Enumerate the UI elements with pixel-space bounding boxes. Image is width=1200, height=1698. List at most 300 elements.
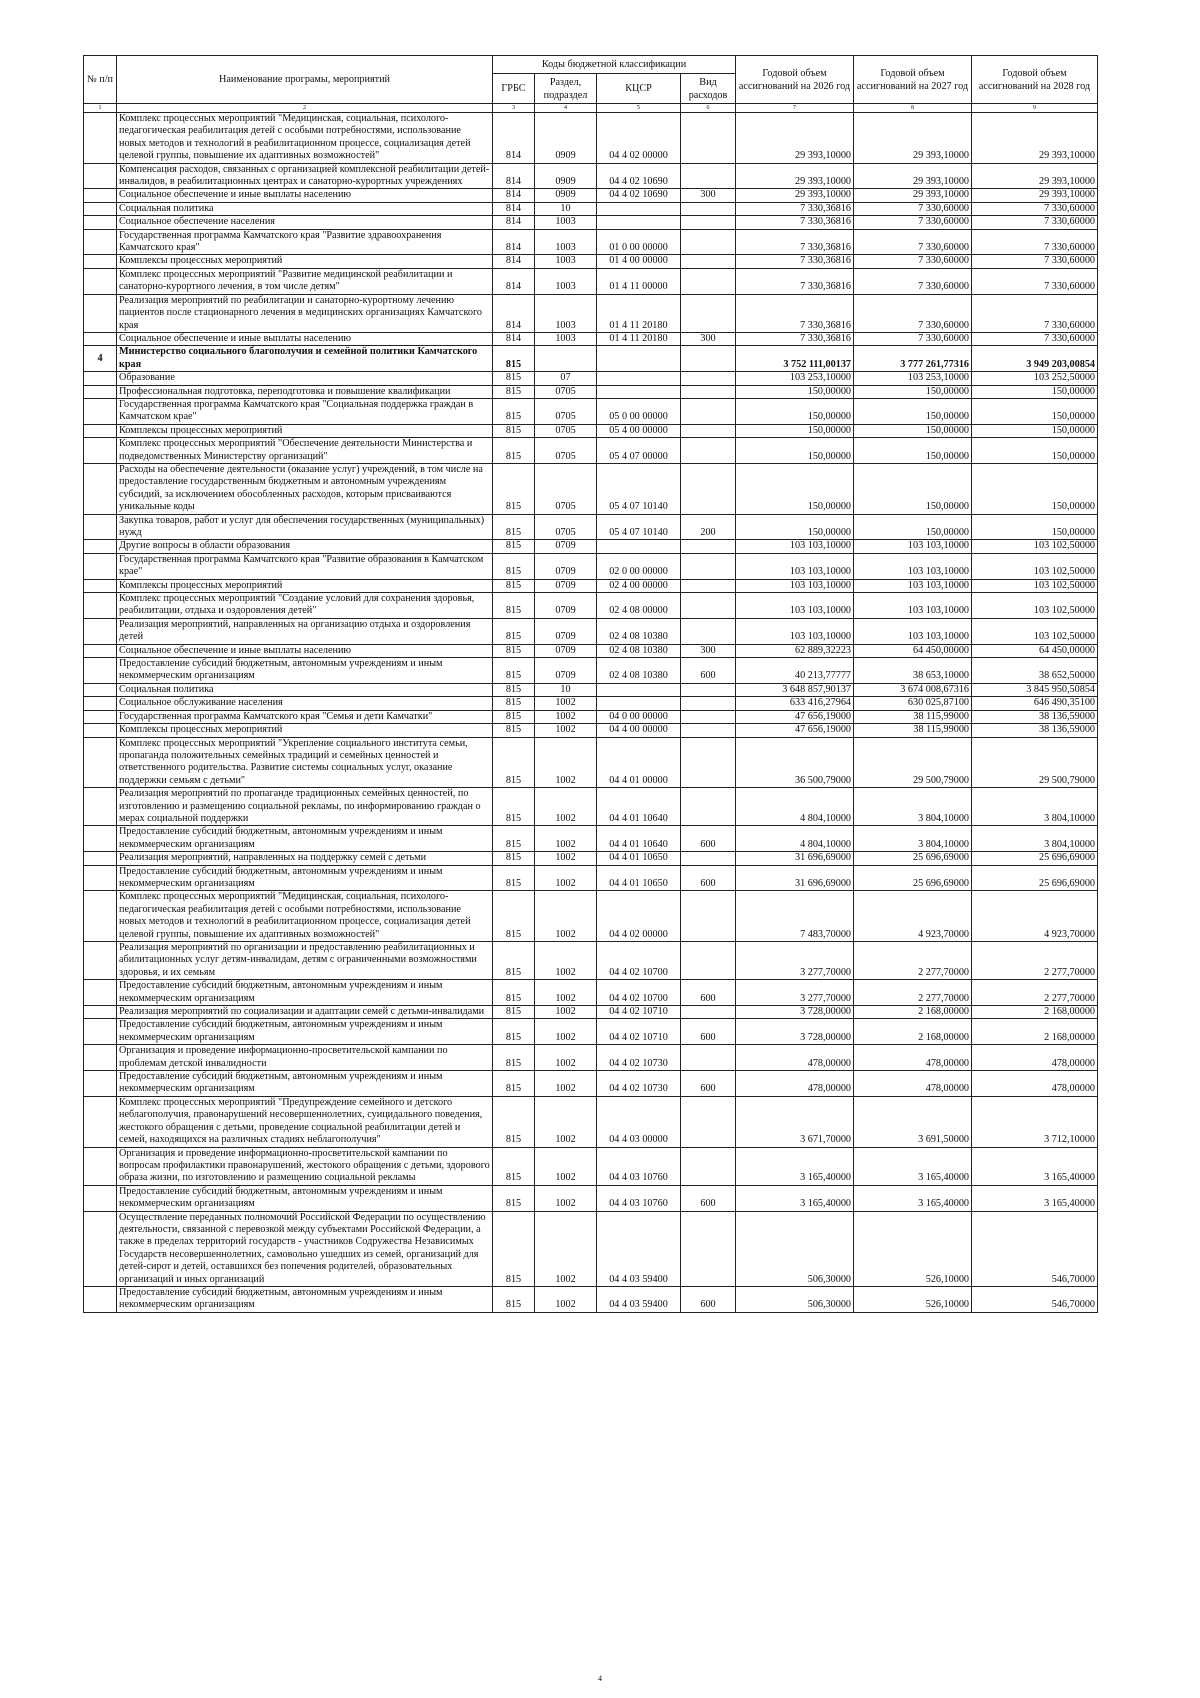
row-vid [681,697,736,710]
row-amount-2028: 3 165,40000 [972,1185,1098,1211]
row-amount-2026: 4 804,10000 [736,788,854,826]
row-amount-2027: 38 653,10000 [854,658,972,684]
row-grbs: 815 [493,1185,535,1211]
column-number-row [84,104,1098,113]
row-amount-2026: 150,00000 [736,463,854,514]
row-vid [681,553,736,579]
row-kcsr: 04 4 02 10700 [597,942,681,980]
row-amount-2026: 4 804,10000 [736,826,854,852]
table-row [84,942,1098,980]
row-amount-2028: 2 277,70000 [972,942,1098,980]
row-razdel: 1002 [535,1006,597,1019]
row-name: Комплекс процессных мероприятий "Развитие медицинской реабилитации и санаторно-курортного лечения, в том числе детям" [117,268,493,294]
row-amount-2028: 3 165,40000 [972,1147,1098,1185]
row-amount-2027: 103 103,10000 [854,540,972,553]
row-name: Комплексы процессных мероприятий [117,255,493,268]
row-razdel: 0709 [535,553,597,579]
row-vid [681,113,736,164]
row-name: Комплекс процессных мероприятий "Медицинская, социальная, психолого-педагогическая реабилитация детей с особыми потребностями, использование новых методов и технологий в реабилитационном процессе, социализация детей целевой группы, повышение их адаптивных возможностей" [117,891,493,942]
row-vid [681,891,736,942]
row-number [84,229,117,255]
row-vid [681,163,736,189]
row-number [84,710,117,723]
row-number [84,865,117,891]
row-grbs: 815 [493,1019,535,1045]
row-razdel: 1002 [535,710,597,723]
row-razdel: 1002 [535,1211,597,1286]
row-razdel: 1002 [535,1185,597,1211]
row-amount-2028: 546,70000 [972,1286,1098,1312]
row-name: Реализация мероприятий, направленных на поддержку семей с детьми [117,852,493,865]
row-amount-2027: 150,00000 [854,514,972,540]
row-amount-2028: 150,00000 [972,424,1098,437]
table-row [84,163,1098,189]
row-amount-2027: 7 330,60000 [854,268,972,294]
row-kcsr: 04 4 01 10650 [597,852,681,865]
row-vid [681,385,736,398]
row-amount-2027: 3 674 008,67316 [854,683,972,696]
table-row [84,553,1098,579]
row-amount-2026: 47 656,19000 [736,724,854,737]
row-amount-2026: 103 103,10000 [736,593,854,619]
row-grbs: 815 [493,942,535,980]
row-vid [681,255,736,268]
row-kcsr: 01 4 00 00000 [597,255,681,268]
column-number: 1 [84,104,117,113]
row-grbs: 815 [493,683,535,696]
row-amount-2028: 546,70000 [972,1211,1098,1286]
row-number [84,268,117,294]
row-amount-2026: 103 103,10000 [736,540,854,553]
row-number [84,593,117,619]
row-amount-2027: 3 165,40000 [854,1185,972,1211]
row-number [84,113,117,164]
row-razdel: 0705 [535,385,597,398]
table-row [84,229,1098,255]
table-row [84,618,1098,644]
table-row [84,255,1098,268]
row-kcsr: 02 4 08 10380 [597,618,681,644]
row-amount-2027: 7 330,60000 [854,202,972,215]
table-row [84,540,1098,553]
row-number [84,788,117,826]
row-kcsr: 04 4 02 10710 [597,1006,681,1019]
row-vid: 300 [681,189,736,202]
row-amount-2026: 7 330,36816 [736,216,854,229]
row-amount-2027: 150,00000 [854,424,972,437]
row-amount-2027: 29 500,79000 [854,737,972,788]
row-name: Реализация мероприятий по организации и предоставлению реабилитационных и абилитационных услуг детям-инвалидам, детям с ограниченными возможностями здоровья, и их семьям [117,942,493,980]
row-razdel: 1003 [535,332,597,345]
row-kcsr: 05 4 07 10140 [597,463,681,514]
table-row [84,891,1098,942]
row-amount-2027: 478,00000 [854,1045,972,1071]
row-grbs: 815 [493,463,535,514]
row-name: Закупка товаров, работ и услуг для обеспечения государственных (муниципальных) нужд [117,514,493,540]
row-kcsr: 02 4 08 10380 [597,644,681,657]
row-number [84,1096,117,1147]
row-kcsr: 04 4 02 10710 [597,1019,681,1045]
row-name: Государственная программа Камчатского края "Семья и дети Камчатки" [117,710,493,723]
row-grbs: 815 [493,724,535,737]
row-razdel: 1002 [535,865,597,891]
row-amount-2027: 103 103,10000 [854,579,972,592]
row-kcsr: 02 4 08 10380 [597,658,681,684]
row-kcsr: 04 4 01 00000 [597,737,681,788]
row-amount-2028: 478,00000 [972,1071,1098,1097]
row-name: Другие вопросы в области образования [117,540,493,553]
row-name: Социальная политика [117,202,493,215]
row-amount-2027: 7 330,60000 [854,216,972,229]
row-razdel: 0909 [535,113,597,164]
row-grbs: 815 [493,788,535,826]
table-row [84,980,1098,1006]
row-grbs: 815 [493,710,535,723]
row-grbs: 815 [493,891,535,942]
row-amount-2026: 7 330,36816 [736,229,854,255]
row-amount-2027: 150,00000 [854,398,972,424]
row-vid: 300 [681,332,736,345]
row-grbs: 814 [493,268,535,294]
row-name: Комплекс процессных мероприятий "Обеспечение деятельности Министерства и подведомственных Министерству организаций" [117,438,493,464]
table-row [84,1096,1098,1147]
column-number: 2 [117,104,493,113]
row-grbs: 814 [493,163,535,189]
row-kcsr: 04 4 03 10760 [597,1185,681,1211]
row-razdel: 0705 [535,424,597,437]
row-name: Компенсация расходов, связанных с организацией комплексной реабилитации детей-инвалидов, в реабилитационных центрах и санаторно-курортных учреждениях [117,163,493,189]
row-amount-2026: 3 165,40000 [736,1147,854,1185]
row-amount-2026: 3 277,70000 [736,980,854,1006]
row-razdel: 0709 [535,593,597,619]
header-razdel: Раздел, подраздел [535,74,597,104]
header-kcsr: КЦСР [597,74,681,104]
row-grbs: 815 [493,1071,535,1097]
row-amount-2028: 7 330,60000 [972,268,1098,294]
row-name: Расходы на обеспечение деятельности (оказание услуг) учреждений, в том числе на предоставление государственным бюджетным и автономным учреждениям субсидий, за исключением обособленных расходов, которым присваиваются уникальные коды [117,463,493,514]
budget-table [83,55,1098,1313]
row-razdel: 1002 [535,980,597,1006]
row-amount-2028: 38 652,50000 [972,658,1098,684]
table-row [84,268,1098,294]
row-razdel: 0709 [535,540,597,553]
row-number [84,644,117,657]
row-vid: 600 [681,658,736,684]
row-kcsr [597,540,681,553]
row-kcsr: 01 4 11 00000 [597,268,681,294]
row-razdel: 1002 [535,1019,597,1045]
row-amount-2027: 2 168,00000 [854,1019,972,1045]
row-amount-2027: 25 696,69000 [854,852,972,865]
row-vid: 300 [681,644,736,657]
table-row [84,644,1098,657]
row-number [84,1019,117,1045]
row-number [84,697,117,710]
row-amount-2027: 3 804,10000 [854,788,972,826]
row-number [84,724,117,737]
table-row [84,1211,1098,1286]
row-amount-2027: 150,00000 [854,438,972,464]
row-name: Предоставление субсидий бюджетным, автономным учреждениям и иным некоммерческим организациям [117,1019,493,1045]
row-razdel: 1002 [535,737,597,788]
table-row [84,202,1098,215]
row-amount-2026: 7 483,70000 [736,891,854,942]
row-amount-2026: 31 696,69000 [736,852,854,865]
row-name: Предоставление субсидий бюджетным, автономным учреждениям и иным некоммерческим организациям [117,1286,493,1312]
row-name: Предоставление субсидий бюджетным, автономным учреждениям и иным некоммерческим организациям [117,826,493,852]
row-amount-2028: 103 102,50000 [972,593,1098,619]
row-number [84,1071,117,1097]
row-amount-2027: 7 330,60000 [854,332,972,345]
row-razdel: 1003 [535,268,597,294]
row-vid [681,1096,736,1147]
row-kcsr: 04 4 00 00000 [597,724,681,737]
row-vid: 600 [681,865,736,891]
row-kcsr: 05 4 00 00000 [597,424,681,437]
row-number [84,826,117,852]
row-amount-2027: 38 115,99000 [854,710,972,723]
row-amount-2026: 103 103,10000 [736,579,854,592]
row-vid [681,268,736,294]
row-number [84,463,117,514]
row-name: Осуществление переданных полномочий Российской Федерации по осуществлению деятельности, связанной с перевозкой между субъектами Российской Федерации, а также в пределах территорий государств - участников Содружества Независимых Государств несовершеннолетних, самовольно ушедших из семей, организаций для детей-сирот и детей, оставшихся без попечения родителей, образовательных организаций и иных организаций [117,1211,493,1286]
row-vid: 600 [681,1185,736,1211]
row-grbs: 814 [493,294,535,332]
table-row [84,710,1098,723]
table-row [84,852,1098,865]
row-razdel: 0709 [535,644,597,657]
row-grbs: 815 [493,618,535,644]
row-kcsr: 04 4 02 10690 [597,163,681,189]
row-number [84,398,117,424]
row-number [84,540,117,553]
row-amount-2026: 29 393,10000 [736,113,854,164]
row-amount-2027: 29 393,10000 [854,163,972,189]
row-vid [681,737,736,788]
row-amount-2026: 29 393,10000 [736,163,854,189]
row-number [84,683,117,696]
column-number: 9 [972,104,1098,113]
row-number [84,202,117,215]
row-grbs: 815 [493,424,535,437]
row-number [84,294,117,332]
row-grbs: 815 [493,658,535,684]
row-razdel: 10 [535,683,597,696]
row-vid [681,852,736,865]
row-name: Социальное обеспечение и иные выплаты населению [117,644,493,657]
row-number [84,424,117,437]
row-razdel: 1002 [535,1071,597,1097]
row-razdel: 0909 [535,163,597,189]
row-razdel: 1002 [535,1147,597,1185]
row-grbs: 815 [493,1147,535,1185]
row-kcsr: 04 4 03 59400 [597,1211,681,1286]
row-vid [681,424,736,437]
row-name: Реализация мероприятий по реабилитации и санаторно-курортному лечению пациентов после стационарного лечения в медицинских организациях Камчатского края [117,294,493,332]
row-vid [681,229,736,255]
row-amount-2026: 150,00000 [736,398,854,424]
row-amount-2028: 3 804,10000 [972,788,1098,826]
row-amount-2026: 103 253,10000 [736,372,854,385]
row-kcsr: 04 4 02 10730 [597,1071,681,1097]
row-amount-2028: 29 393,10000 [972,113,1098,164]
row-vid [681,540,736,553]
row-razdel: 0709 [535,618,597,644]
row-kcsr: 02 4 08 00000 [597,593,681,619]
row-name: Комплекс процессных мероприятий "Медицинская, социальная, психолого-педагогическая реабилитация детей с особыми потребностями, использование новых методов и технологий в реабилитационном процессе, социализация детей целевой группы, повышение их адаптивных возможностей" [117,113,493,164]
row-razdel: 0909 [535,189,597,202]
table-row [84,189,1098,202]
row-name: Комплексы процессных мероприятий [117,579,493,592]
row-amount-2027: 2 168,00000 [854,1006,972,1019]
row-razdel: 0705 [535,463,597,514]
row-amount-2027: 526,10000 [854,1286,972,1312]
row-grbs: 815 [493,852,535,865]
row-amount-2026: 7 330,36816 [736,294,854,332]
row-razdel: 1002 [535,826,597,852]
row-amount-2027: 526,10000 [854,1211,972,1286]
row-amount-2028: 29 393,10000 [972,189,1098,202]
row-grbs: 815 [493,438,535,464]
table-row [84,398,1098,424]
row-kcsr: 04 4 01 10650 [597,865,681,891]
row-name: Социальное обеспечение и иные выплаты населению [117,189,493,202]
row-number [84,891,117,942]
row-number [84,942,117,980]
column-number: 5 [597,104,681,113]
row-number [84,980,117,1006]
row-amount-2028: 103 252,50000 [972,372,1098,385]
row-amount-2028: 7 330,60000 [972,202,1098,215]
row-razdel: 0709 [535,579,597,592]
row-amount-2027: 103 103,10000 [854,593,972,619]
row-grbs: 815 [493,346,535,372]
table-row [84,113,1098,164]
header-name: Наименование програмы, мероприятий [117,56,493,104]
row-name: Реализация мероприятий по пропаганде традиционных семейных ценностей, по изготовлению и размещению социальной рекламы, по информированию граждан о мерах социальной поддержки [117,788,493,826]
row-amount-2026: 3 648 857,90137 [736,683,854,696]
row-vid [681,438,736,464]
row-razdel: 1002 [535,852,597,865]
row-name: Государственная программа Камчатского края "Развитие здравоохранения Камчатского края" [117,229,493,255]
row-number [84,255,117,268]
row-amount-2026: 47 656,19000 [736,710,854,723]
table-row [84,514,1098,540]
row-name: Организация и проведение информационно-просветительской кампании по проблемам детской инвалидности [117,1045,493,1071]
row-kcsr: 02 4 00 00000 [597,579,681,592]
row-amount-2026: 7 330,36816 [736,268,854,294]
row-name: Комплекс процессных мероприятий "Укрепление социального института семьи, пропаганда положительных семейных традиций и семейных ценностей и ответственного родительства. Развитие системы социальных услуг, оказание поддержки семьям с детьми" [117,737,493,788]
row-grbs: 815 [493,697,535,710]
row-amount-2026: 3 752 111,00137 [736,346,854,372]
page-number: 4 [598,1674,602,1683]
row-name: Социальное обеспечение и иные выплаты населению [117,332,493,345]
row-razdel: 0705 [535,398,597,424]
row-amount-2026: 506,30000 [736,1286,854,1312]
row-vid [681,346,736,372]
row-razdel: 1002 [535,724,597,737]
header-vid: Вид расходов [681,74,736,104]
row-amount-2026: 103 103,10000 [736,553,854,579]
row-number [84,852,117,865]
row-vid: 600 [681,1019,736,1045]
row-grbs: 815 [493,385,535,398]
row-amount-2028: 25 696,69000 [972,852,1098,865]
row-amount-2028: 103 102,50000 [972,553,1098,579]
row-number [84,385,117,398]
row-vid [681,216,736,229]
row-amount-2026: 103 103,10000 [736,618,854,644]
table-row [84,724,1098,737]
row-amount-2027: 103 103,10000 [854,618,972,644]
row-amount-2028: 2 168,00000 [972,1006,1098,1019]
row-kcsr: 04 4 03 59400 [597,1286,681,1312]
row-amount-2027: 3 165,40000 [854,1147,972,1185]
row-amount-2026: 3 277,70000 [736,942,854,980]
row-amount-2028: 7 330,60000 [972,229,1098,255]
row-vid [681,1006,736,1019]
row-amount-2028: 103 102,50000 [972,540,1098,553]
row-grbs: 814 [493,229,535,255]
row-grbs: 815 [493,1286,535,1312]
row-kcsr [597,683,681,696]
row-razdel: 0709 [535,658,597,684]
row-name: Предоставление субсидий бюджетным, автономным учреждениям и иным некоммерческим организациям [117,865,493,891]
row-amount-2026: 40 213,77777 [736,658,854,684]
row-grbs: 815 [493,644,535,657]
row-name: Предоставление субсидий бюджетным, автономным учреждениям и иным некоммерческим организациям [117,980,493,1006]
header-num: № п/п [84,56,117,104]
header-2028: Годовой объем ассигнований на 2028 год [972,56,1098,104]
row-amount-2028: 103 102,50000 [972,618,1098,644]
table-row [84,346,1098,372]
row-amount-2026: 7 330,36816 [736,202,854,215]
row-grbs: 814 [493,255,535,268]
row-amount-2028: 4 923,70000 [972,891,1098,942]
row-name: Социальная политика [117,683,493,696]
row-kcsr: 04 4 02 10730 [597,1045,681,1071]
row-amount-2027: 7 330,60000 [854,294,972,332]
table-row [84,1045,1098,1071]
row-vid [681,593,736,619]
row-vid [681,202,736,215]
row-amount-2026: 3 165,40000 [736,1185,854,1211]
row-kcsr [597,216,681,229]
row-amount-2028: 150,00000 [972,385,1098,398]
row-amount-2028: 7 330,60000 [972,216,1098,229]
row-kcsr: 01 4 11 20180 [597,332,681,345]
row-kcsr [597,385,681,398]
row-amount-2028: 150,00000 [972,398,1098,424]
row-amount-2027: 4 923,70000 [854,891,972,942]
row-amount-2028: 29 393,10000 [972,163,1098,189]
row-number [84,1147,117,1185]
row-amount-2026: 478,00000 [736,1045,854,1071]
row-name: Комплексы процессных мероприятий [117,724,493,737]
row-amount-2026: 150,00000 [736,514,854,540]
row-number [84,553,117,579]
row-razdel: 1003 [535,229,597,255]
row-name: Реализация мероприятий, направленных на организацию отдыха и оздоровления детей [117,618,493,644]
column-number: 7 [736,104,854,113]
row-name: Профессиональная подготовка, переподготовка и повышение квалификации [117,385,493,398]
row-razdel: 1002 [535,1286,597,1312]
row-amount-2027: 29 393,10000 [854,113,972,164]
row-grbs: 815 [493,980,535,1006]
row-amount-2026: 7 330,36816 [736,255,854,268]
row-amount-2027: 7 330,60000 [854,255,972,268]
row-amount-2027: 64 450,00000 [854,644,972,657]
